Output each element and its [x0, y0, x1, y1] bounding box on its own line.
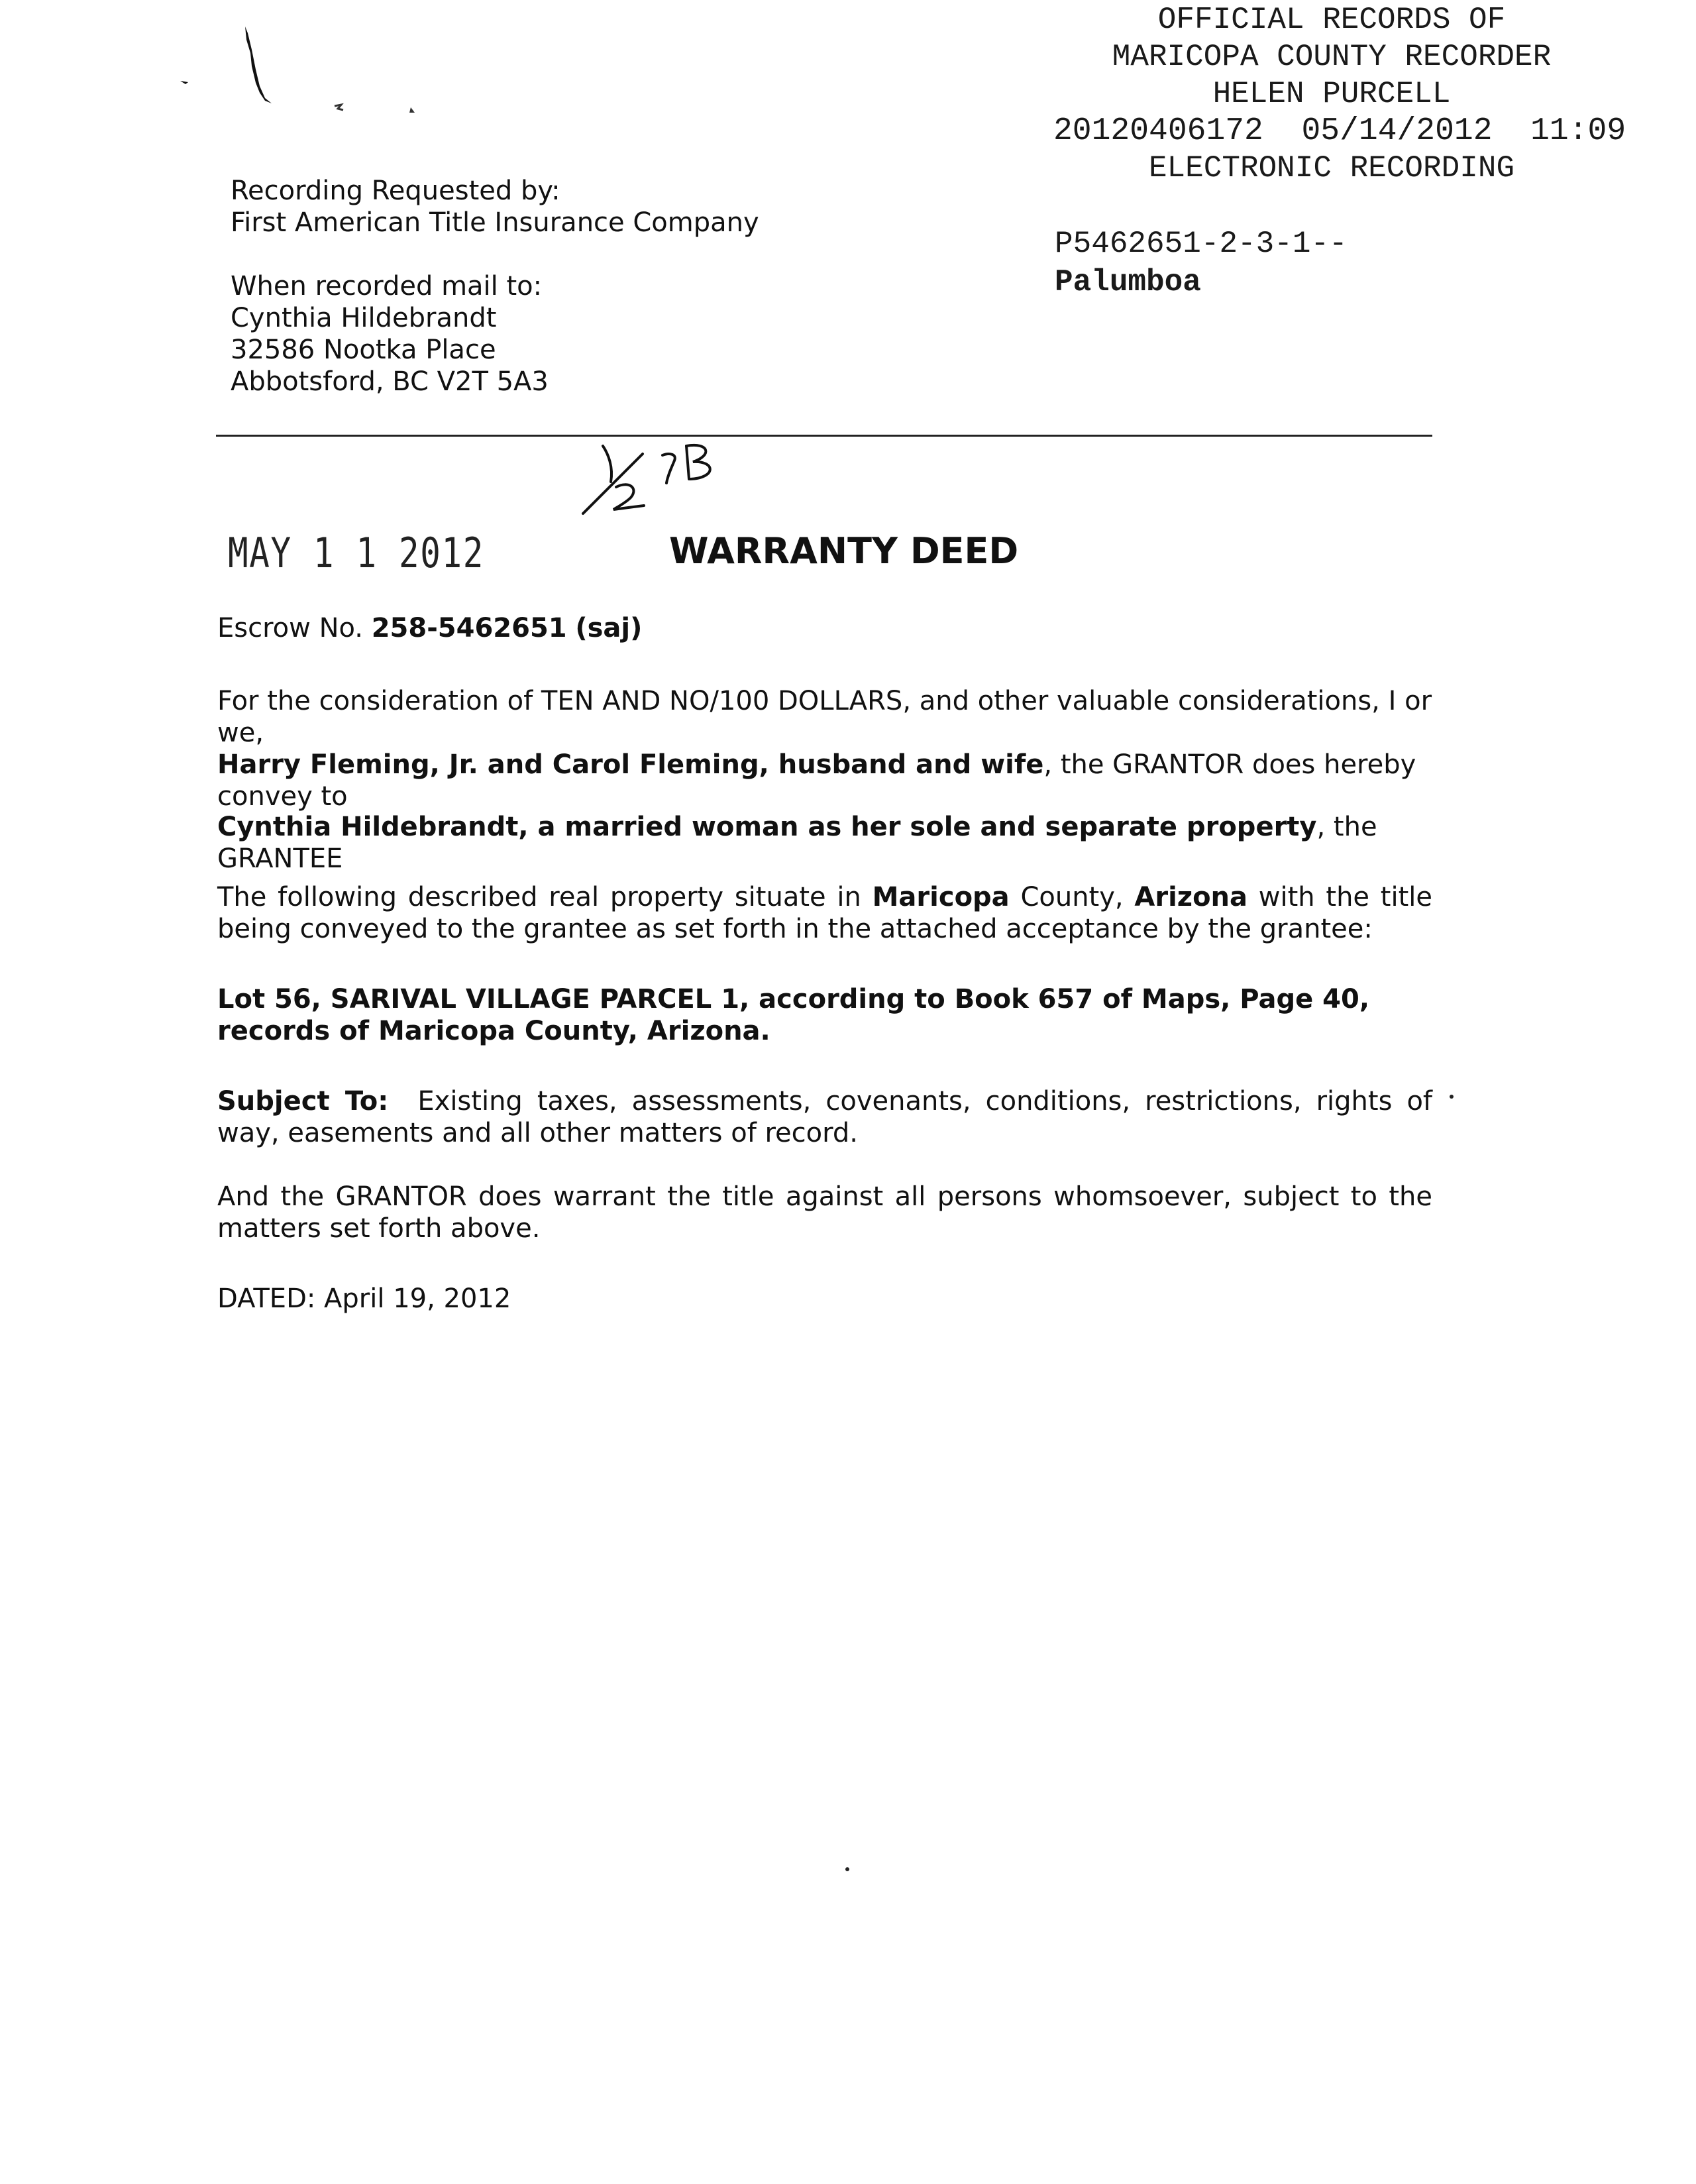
reference-name: Palumboa	[1055, 265, 1201, 300]
recorder-stamp-line3: HELEN PURCELL	[1212, 77, 1451, 111]
warranty-paragraph: And the GRANTOR does warrant the title against all persons whomsoever, subject to the matters set forth above.	[217, 1181, 1432, 1244]
subject-to-text: Existing taxes, assessments, covenants, conditions, restrictions, rights of way, easements and all other matters of record.	[217, 1086, 1433, 1148]
recording-requested-company: First American Title Insurance Company	[231, 207, 759, 238]
grantee-text: , the GRANTEE	[217, 812, 1377, 874]
recorder-stamp-record-line	[1053, 113, 1626, 150]
recorder-stamp-line2: MARICOPA COUNTY RECORDER	[1112, 40, 1552, 74]
property-intro-part2: County,	[1009, 882, 1135, 912]
dated-line: DATED: April 19, 2012	[217, 1283, 511, 1314]
property-state: Arizona	[1134, 882, 1248, 912]
subject-to-paragraph	[217, 1085, 1432, 1149]
grantee-names: Cynthia Hildebrandt, a married woman as her sole and separate property	[217, 812, 1317, 842]
scan-speck	[1450, 1095, 1454, 1099]
recording-requested-label: Recording Requested by:	[231, 176, 560, 206]
record-time: 11:09	[1530, 113, 1626, 149]
document-title: WARRANTY DEED	[669, 530, 1019, 572]
escrow-number: 258-5462651	[371, 613, 567, 643]
consideration-paragraph: For the consideration of TEN AND NO/100 DOLLARS, and other valuable considerations, I or we,	[217, 686, 1432, 748]
received-date-stamp: MAY 1 1 2012	[228, 529, 484, 577]
escrow-line	[217, 612, 1432, 644]
grantor-names: Harry Fleming, Jr. and Carol Fleming, husband and wife	[217, 749, 1044, 780]
grantee-paragraph	[217, 811, 1432, 875]
escrow-label: Escrow No.	[217, 613, 363, 643]
mail-to-name: Cynthia Hildebrandt	[231, 303, 497, 333]
mail-to-street: 32586 Nootka Place	[231, 335, 496, 365]
scan-mark	[172, 20, 437, 133]
property-county: Maricopa	[872, 882, 1010, 912]
handwritten-note	[570, 441, 742, 520]
recorder-stamp-line5: ELECTRONIC RECORDING	[1148, 151, 1515, 186]
grantor-paragraph	[217, 749, 1432, 812]
escrow-suffix: (saj)	[575, 613, 643, 643]
property-paragraph	[217, 881, 1432, 945]
mail-to-city: Abbotsford, BC V2T 5A3	[231, 366, 549, 397]
record-number: 20120406172	[1053, 113, 1263, 149]
recorder-stamp-line1: OFFICIAL RECORDS OF	[1157, 3, 1506, 37]
legal-description: Lot 56, SARIVAL VILLAGE PARCEL 1, according to Book 657 of Maps, Page 40, records of Maricopa County, Arizona.	[217, 984, 1370, 1046]
scan-speck	[845, 1867, 849, 1871]
grantor-text: , the GRANTOR does hereby convey to	[217, 749, 1416, 812]
mail-to-label: When recorded mail to:	[231, 271, 543, 301]
reference-code: P5462651-2-3-1--	[1055, 227, 1348, 261]
property-intro-part1: The following described real property situate in	[217, 882, 873, 912]
subject-to-label: Subject To:	[217, 1086, 389, 1117]
property-intro-part3: with the title being conveyed to the grantee as set forth in the attached acceptance by the grantee:	[217, 882, 1433, 944]
header-divider	[216, 435, 1432, 437]
record-date: 05/14/2012	[1301, 113, 1493, 149]
